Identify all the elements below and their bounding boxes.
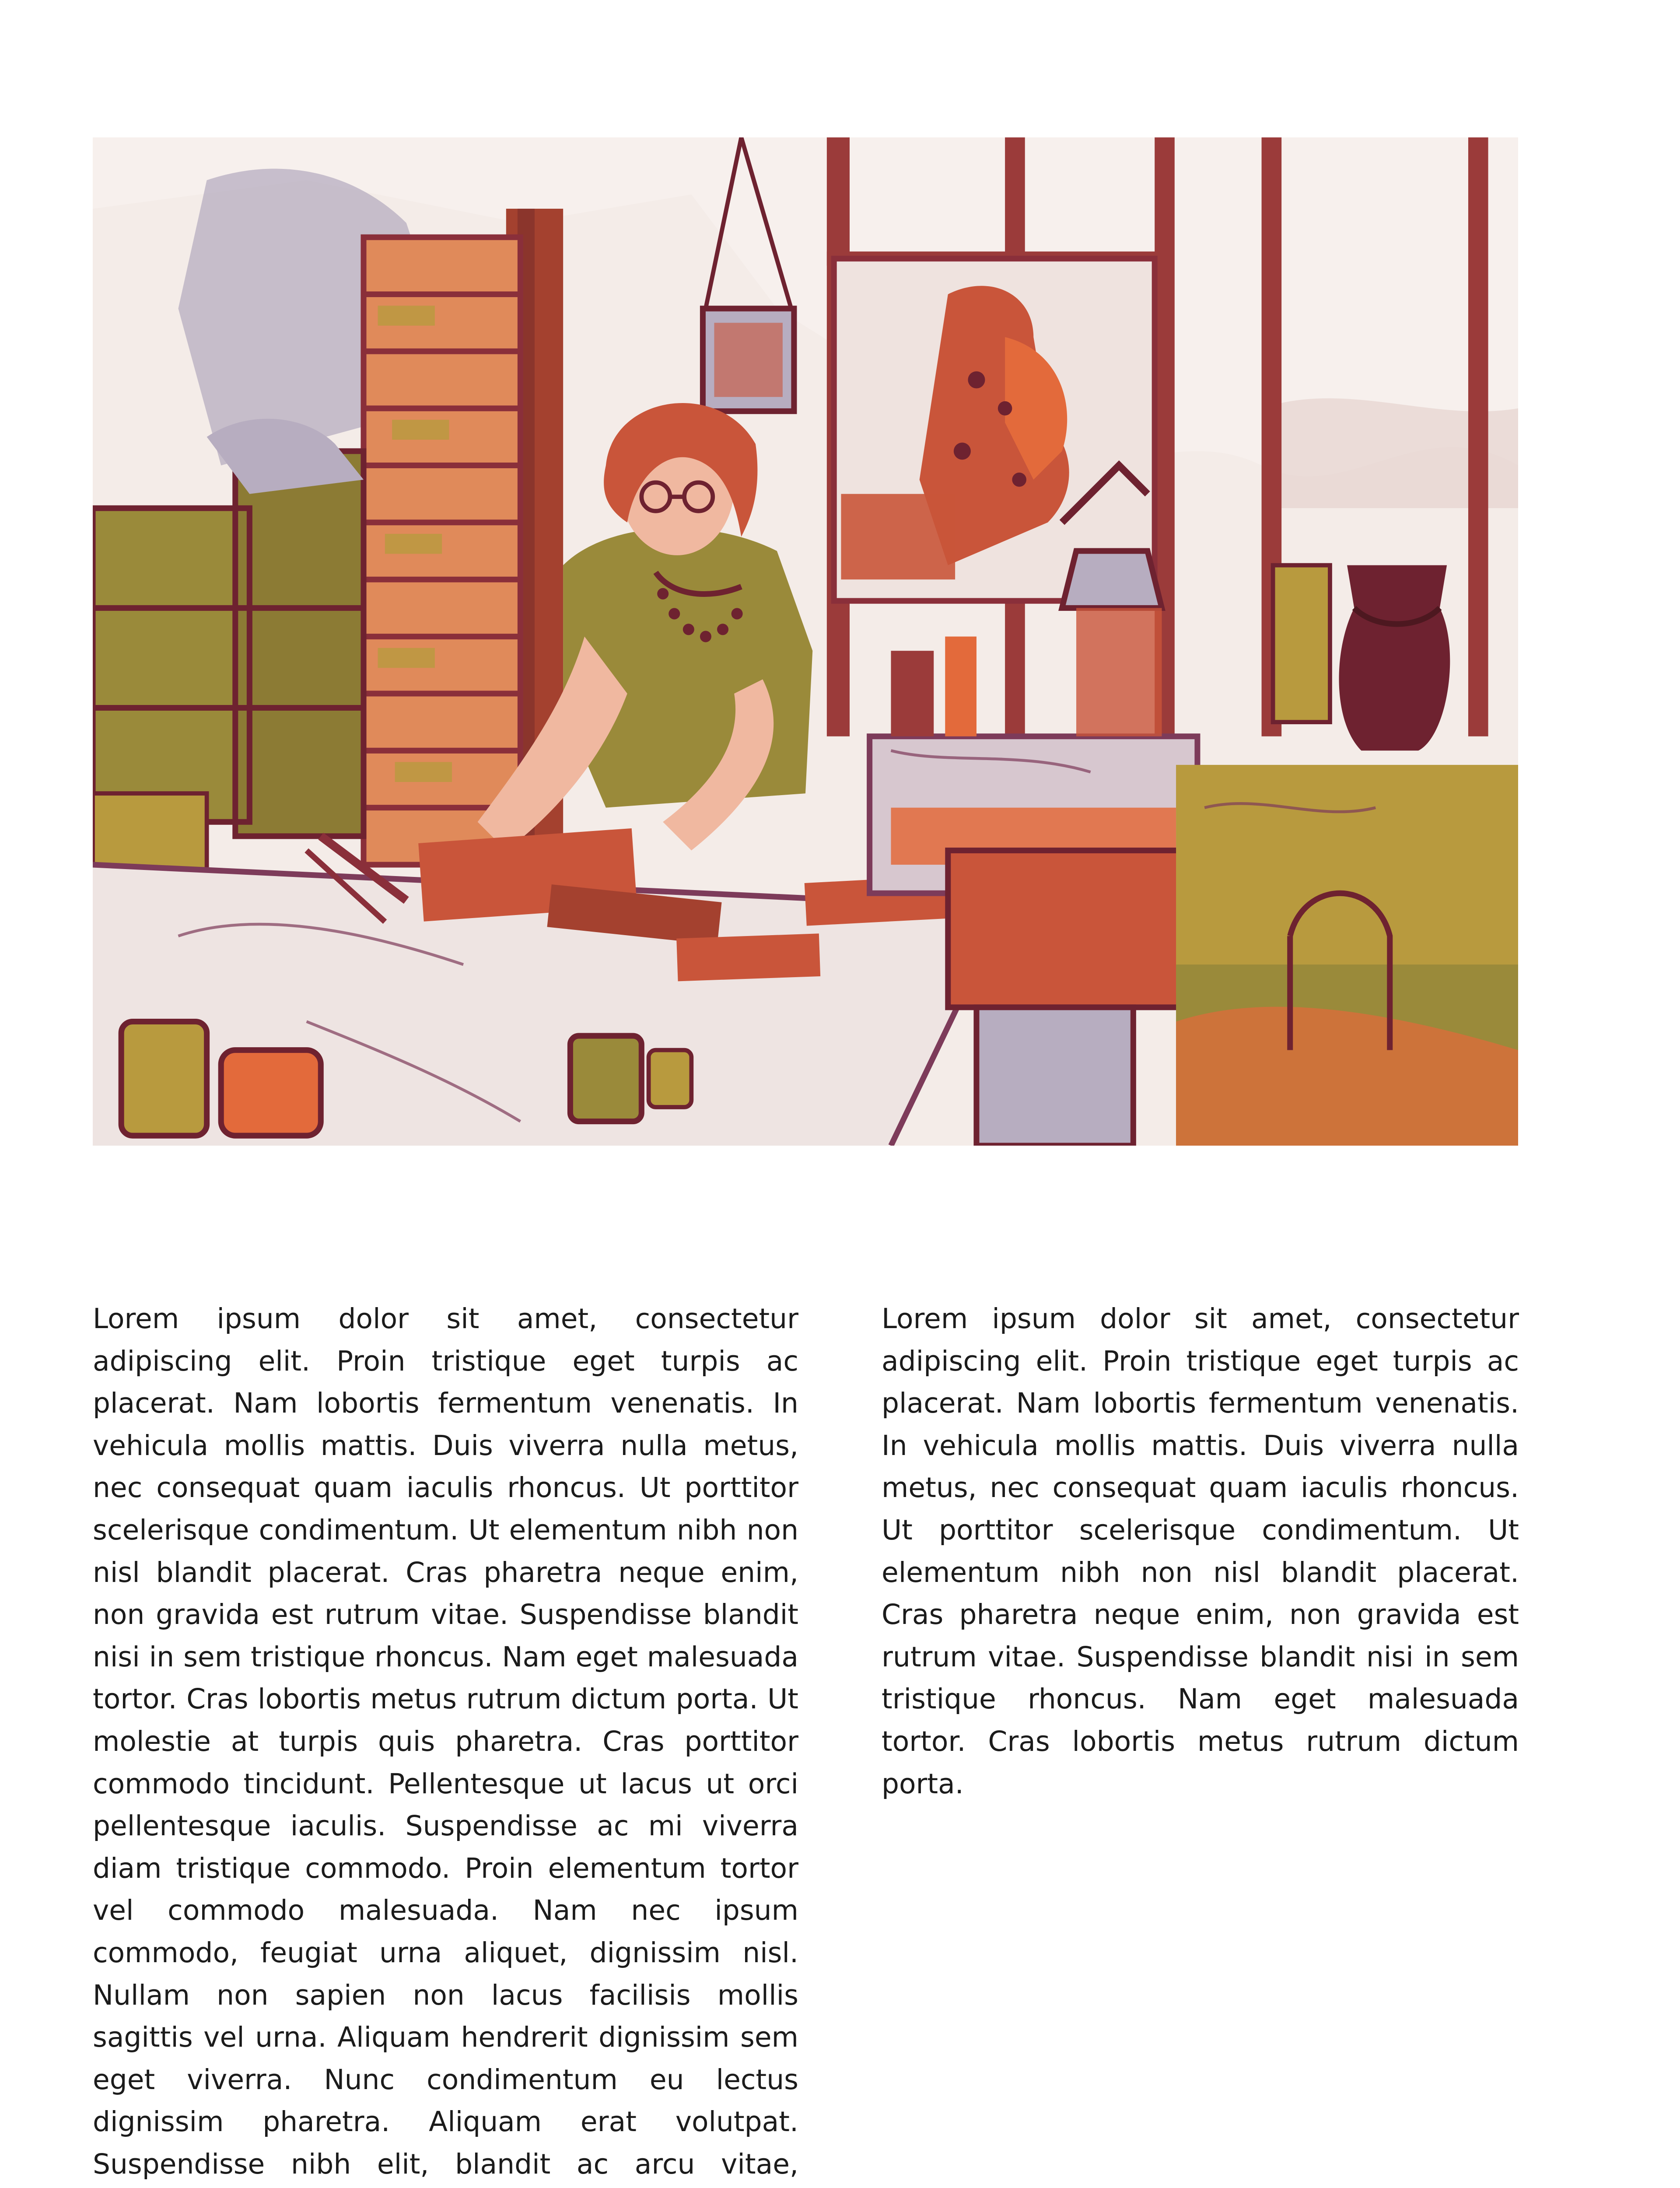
body-text-left-column: Lorem ipsum dolor sit amet, consectetur adipiscing elit. Proin tristique eget turpis ac placerat. Nam lobortis fermentum venenatis. In vehicula mollis mattis. Duis viverra nulla metus, nec consequat quam iaculis rhoncus. Ut porttitor scelerisque condimentum. Ut elementum nibh non nisl blandit placerat. Cras pharetra neque enim, non gravida est rutrum vitae. Suspendisse blandit nisi in sem tristique rhoncus. Nam eget malesuada tortor. Cras lobortis metus rutrum dictum porta. Ut molestie at turpis quis pharetra. Cras porttitor commodo tincidunt. Pellentesque ut lacus ut orci pellentesque iaculis. Suspendisse ac mi viverra diam tristique commodo. Proin elementum tortor vel commodo malesuada. Nam nec ipsum commodo, feugiat urna aliquet, dignissim nisl. Nullam non sapien non lacus facilisis mollis sagittis vel urna. Aliquam hendrerit dignissim sem eget viverra. Nunc condimentum eu lectus dignissim pharetra. Aliquam erat volutpat. Suspendisse nibh elit, blandit ac arcu vitae, <box>93 1303 798 2180</box>
workshop-illustration <box>93 137 1518 1146</box>
body-text-right-column: Lorem ipsum dolor sit amet, consectetur adipiscing elit. Proin tristique eget turpis ac placerat. Nam lobortis fermentum venenatis. In vehicula mollis mattis. Duis viverra nulla metus, nec consequat quam iaculis rhoncus. Ut porttitor scelerisque condimentum. Ut elementum nibh non nisl blandit placerat. Cras pharetra neque enim, non gravida est rutrum vitae. Suspendisse blandit nisi in sem tristique rhoncus. Nam eget malesuada tortor. Cras lobortis metus rutrum dictum porta. <box>882 1303 1519 1800</box>
